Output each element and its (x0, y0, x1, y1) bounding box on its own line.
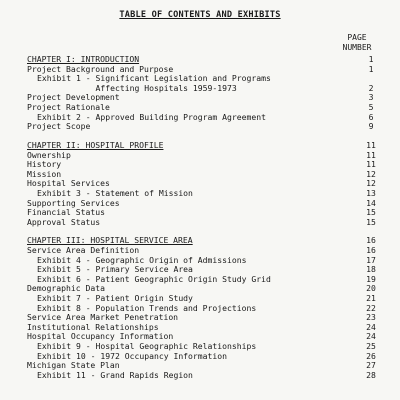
entry-page-number: 12 (366, 168, 376, 179)
entry-page-number: 18 (366, 264, 376, 275)
entry-page-number: 1 (368, 54, 374, 64)
entry-page-number: 11 (366, 139, 376, 150)
entry-page-number: 5 (368, 101, 374, 112)
toc-entry (27, 160, 385, 170)
entry-page-number: 24 (366, 331, 376, 342)
entry-page-number: 25 (366, 341, 376, 351)
entry-title: Exhibit 9 - Hospital Geographic Relationships (37, 341, 257, 351)
chapter-heading (27, 141, 385, 151)
entry-page-number: 14 (366, 197, 376, 208)
entry-page-number: 19 (366, 273, 376, 284)
entry-page-number: 20 (366, 283, 376, 294)
entry-title: Exhibit 10 - 1972 Occupancy Information (37, 350, 228, 361)
entry-page-number: 27 (366, 360, 376, 371)
entry-title: Project Background and Purpose (27, 63, 174, 74)
page-header-line-2: NUMBER (342, 43, 372, 52)
entry-title: CHAPTER II: HOSPITAL PROFILE (27, 139, 164, 150)
entry-page-number: 16 (366, 235, 376, 246)
entry-title: Exhibit 5 - Primary Service Area (37, 264, 193, 275)
entry-title: CHAPTER I: INTRODUCTION (27, 54, 140, 64)
entry-title: Hospital Occupancy Information (27, 331, 174, 342)
page-title: TABLE OF CONTENTS AND EXHIBITS (119, 10, 281, 20)
entry-title: Project Scope (27, 121, 91, 132)
exhibit-entry (27, 371, 385, 381)
entry-title: Service Area Definition (27, 245, 140, 256)
entry-title: Approval Status (27, 216, 101, 227)
entry-title: Financial Status (27, 207, 105, 218)
entry-title: Exhibit 2 - Approved Building Program Agreement (37, 111, 267, 122)
entry-page-number: 15 (366, 216, 376, 227)
entry-title: Exhibit 1 - Significant Legislation and Programs Affecting Hospitals 1959-1973 (37, 73, 271, 93)
entry-page-number: 11 (366, 159, 376, 170)
page-header-line-1: PAGE (347, 33, 367, 42)
entry-page-number: 2 (368, 82, 374, 93)
entry-page-number: 9 (368, 121, 374, 132)
entry-page-number: 15 (366, 207, 376, 218)
entry-title: Supporting Services (27, 197, 120, 208)
entry-title: Hospital Services (27, 178, 110, 189)
entry-page-number: 24 (366, 321, 376, 332)
entry-page-number: 22 (366, 302, 376, 313)
entry-page-number: 28 (366, 369, 376, 380)
entry-title: Exhibit 7 - Patient Origin Study (37, 293, 193, 304)
entry-title: Exhibit 8 - Population Trends and Projections (37, 302, 257, 313)
entry-title: History (27, 159, 62, 170)
table-of-contents (27, 55, 385, 380)
entry-page-number: 6 (368, 111, 374, 122)
entry-page-number: 11 (366, 149, 376, 160)
entry-page-number: 26 (366, 350, 376, 361)
toc-entry (27, 218, 385, 228)
entry-title: Exhibit 3 - Statement of Mission (37, 187, 193, 198)
exhibit-entry (27, 74, 385, 93)
toc-entry (27, 122, 385, 132)
entry-page-number: 16 (366, 245, 376, 256)
entry-title: Project Development (27, 92, 120, 103)
entry-page-number: 12 (366, 178, 376, 189)
entry-page-number: 23 (366, 312, 376, 323)
entry-title: Demographic Data (27, 283, 105, 294)
entry-title: Institutional Relationships (27, 321, 159, 332)
entry-title: Mission (27, 168, 62, 179)
entry-title: Michigan State Plan (27, 360, 120, 371)
entry-title: Exhibit 4 - Geographic Origin of Admissions (37, 254, 247, 265)
entry-title: CHAPTER III: HOSPITAL SERVICE AREA (27, 235, 193, 246)
entry-title: Exhibit 11 - Grand Rapids Region (37, 369, 193, 380)
page-number-column-header (333, 33, 381, 53)
entry-title: Project Rationale (27, 101, 110, 112)
entry-title: Service Area Market Penetration (27, 312, 179, 323)
entry-page-number: 21 (366, 293, 376, 304)
entry-title: Exhibit 6 - Patient Geographic Origin Study Grid (37, 273, 271, 284)
toc-entry (27, 151, 385, 161)
entry-page-number: 13 (366, 187, 376, 198)
entry-title: Ownership (27, 149, 71, 160)
entry-page-number: 1 (368, 63, 374, 74)
entry-page-number: 3 (368, 92, 374, 103)
entry-page-number: 17 (366, 254, 376, 265)
